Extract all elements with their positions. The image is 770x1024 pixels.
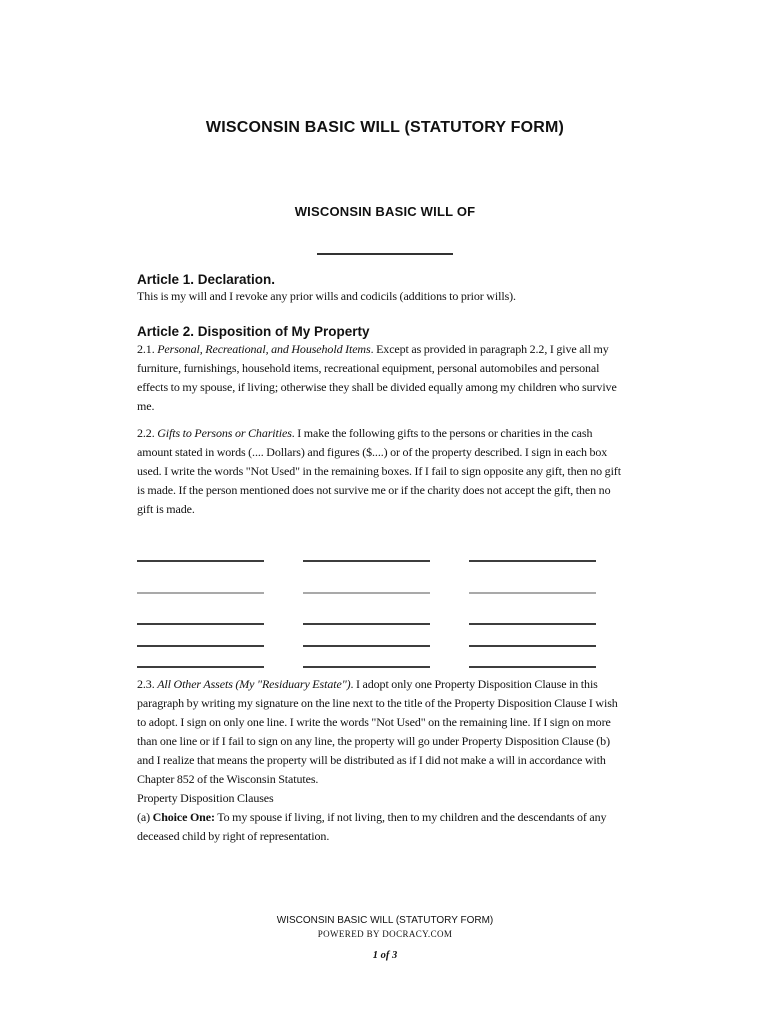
residuary-estate-section [137,675,628,846]
page-number: 1 of 3 [372,950,398,961]
article-1-heading: Article 1. Declaration. [137,272,276,287]
will-of-heading: WISCONSIN BASIC WILL OF [294,204,476,219]
gift-entry-line[interactable] [137,645,264,647]
gift-table-row [137,666,596,668]
paragraph-2-3: 2.3. All Other Assets (My "Residuary Estate"). I adopt only one Property Disposition Clause in this paragraph by writing my signature on the line next to the title of the Property Disposition Clause I wish to adopt. I sign on only one line. I write the words "Not Used" on the remaining line. If I sign on more than one line or if I fail to sign on any line, the property will go under Property Disposition Clause (b) and I realize that means the property will be distributed as if I did not make a will in accordance with Chapter 852 of the Wisconsin Statutes. [137,677,618,786]
gift-table-row [137,560,596,562]
gift-entry-line[interactable] [303,645,430,647]
gift-entry-line[interactable] [469,560,596,562]
gift-table-row [137,645,596,647]
gift-entry-line[interactable] [137,623,264,625]
gift-table [137,560,596,668]
testator-name-line[interactable] [317,253,453,255]
paragraph-2-2: 2.2. Gifts to Persons or Charities. I make the following gifts to the persons or charities in the cash amount stated in words (.... Dollars) and figures ($....) or of the property described. I sign in each box used. I write the words "Not Used" in the remaining boxes. If I fail to sign opposite any gift, then no gift is made. If the person mentioned does not survive me or if the charity does not accept the gift, then no gift is made. [137,426,621,516]
choice-one-clause: (a) Choice One: To my spouse if living, if not living, then to my children and the descendants of any deceased child by right of representation. [137,810,607,843]
footer-title: WISCONSIN BASIC WILL (STATUTORY FORM) [276,915,494,926]
gift-entry-line[interactable] [303,592,430,594]
gift-entry-line[interactable] [469,645,596,647]
property-disposition-clauses-label: Property Disposition Clauses [137,791,274,805]
gift-entry-line[interactable] [303,666,430,668]
gift-entry-line[interactable] [469,666,596,668]
gift-entry-line[interactable] [137,592,264,594]
gift-entry-line[interactable] [137,666,264,668]
gift-table-row [137,592,596,594]
gift-table-row [137,623,596,625]
gift-entry-line[interactable] [303,623,430,625]
document-title: WISCONSIN BASIC WILL (STATUTORY FORM) [205,119,565,136]
gift-entry-line[interactable] [469,623,596,625]
footer-powered-by: POWERED BY DOCRACY.COM [317,929,453,939]
article-1-body: This is my will and I revoke any prior wills and codicils (additions to prior wills). [137,289,516,303]
gift-entry-line[interactable] [137,560,264,562]
article-2-heading: Article 2. Disposition of My Property [137,324,370,339]
paragraph-2-1: 2.1. Personal, Recreational, and Household Items. Except as provided in paragraph 2.2, I give all my furniture, furnishings, household items, recreational equipment, personal automobiles and personal effects to my spouse, if living; otherwise they shall be divided equally among my children who survive me. [137,342,617,413]
gift-entry-line[interactable] [303,560,430,562]
gift-entry-line[interactable] [469,592,596,594]
